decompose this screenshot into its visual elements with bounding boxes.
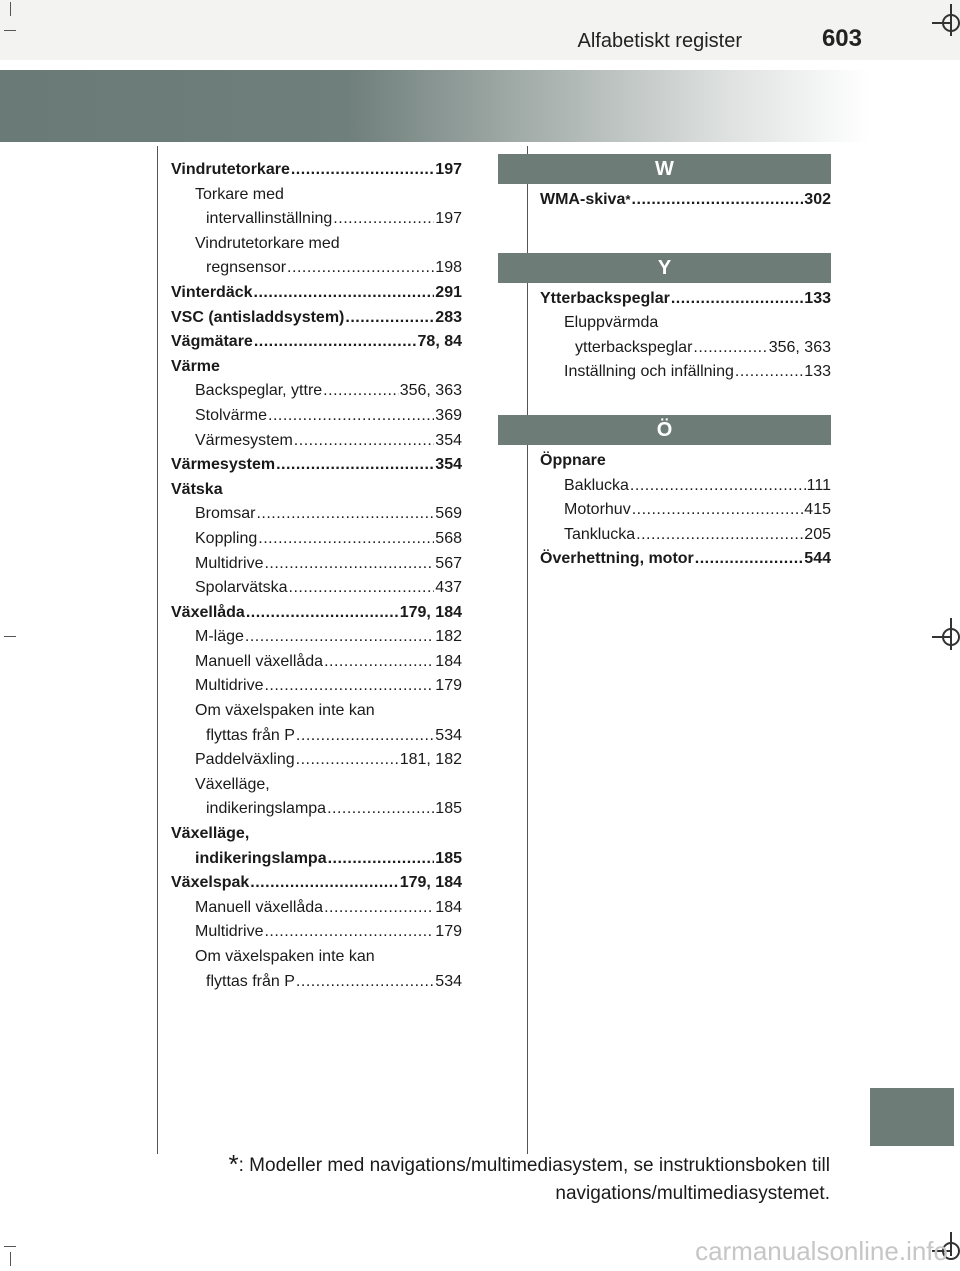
index-entry <box>171 748 462 773</box>
entry-page: 283 <box>435 308 462 326</box>
index-entry <box>540 498 831 523</box>
leader-dots <box>264 674 434 699</box>
entry-page: 197 <box>435 210 462 228</box>
leader-dots <box>328 847 435 872</box>
index-entry <box>171 674 462 699</box>
index-entry <box>171 453 462 478</box>
crop-mark <box>4 30 16 31</box>
entry-page: 415 <box>804 501 831 519</box>
entry-page: 184 <box>435 898 462 916</box>
entry-page: 354 <box>435 431 462 449</box>
page-title: Alfabetiskt register <box>577 30 742 52</box>
entry-page: 568 <box>435 529 462 547</box>
entry-page: 534 <box>435 972 462 990</box>
index-entry <box>171 896 462 921</box>
leader-dots <box>636 523 803 548</box>
entry-term: flyttas från P <box>206 972 295 990</box>
leader-dots <box>333 207 434 232</box>
leader-dots <box>289 576 435 601</box>
index-entry <box>171 847 462 872</box>
index-entry <box>171 207 462 232</box>
entry-term: Vindrutetorkare <box>171 161 290 178</box>
entry-page: 179 <box>435 923 462 941</box>
leader-dots <box>256 502 434 527</box>
entry-term: Växellåda <box>171 603 245 621</box>
leader-dots <box>632 188 804 213</box>
entry-term: Ytterbackspeglar <box>540 289 670 307</box>
entry-page: 179, 184 <box>399 874 462 892</box>
leader-dots <box>268 404 434 429</box>
index-entry <box>171 478 462 503</box>
index-entry <box>171 527 462 552</box>
leader-dots <box>254 281 435 306</box>
entry-term: regnsensor <box>206 259 287 277</box>
entry-page: 291 <box>435 283 462 301</box>
entry-term: Motorhuv <box>564 501 631 519</box>
leader-dots <box>276 453 434 478</box>
index-entry <box>171 871 462 896</box>
index-entry <box>171 625 462 650</box>
index-entry <box>540 360 831 385</box>
entry-page: 354 <box>435 456 462 474</box>
leader-dots <box>254 330 417 355</box>
index-entry <box>171 724 462 749</box>
leader-dots <box>296 970 434 995</box>
footnote-line-2: navigations/multimediasystemet. <box>555 1183 830 1204</box>
index-entry <box>171 502 462 527</box>
leader-dots <box>632 498 804 523</box>
entry-page: 182 <box>435 628 462 646</box>
index-entry <box>171 920 462 945</box>
entry-term: Baklucka <box>564 476 629 494</box>
entry-page: 356, 363 <box>399 382 462 400</box>
index-entry <box>171 552 462 577</box>
entry-term: Multidrive <box>195 677 264 695</box>
crop-mark <box>4 636 16 637</box>
entry-page: 185 <box>435 800 462 818</box>
index-entry <box>171 650 462 675</box>
section-header-1: W <box>498 154 831 184</box>
entry-term-line: Torkare med <box>195 185 284 203</box>
leader-dots <box>671 287 803 312</box>
watermark: carmanualsonline.info <box>695 1236 948 1266</box>
index-entry <box>171 281 462 306</box>
crop-mark <box>4 1246 16 1247</box>
leader-dots <box>296 724 434 749</box>
entry-page: 198 <box>435 259 462 277</box>
leader-dots <box>264 920 434 945</box>
leader-dots <box>324 896 434 921</box>
entry-page: 534 <box>435 726 462 744</box>
section-header-2: Y <box>498 253 831 283</box>
entry-term: Tanklucka <box>564 525 636 543</box>
header-banner <box>0 70 870 142</box>
entry-term-line: Växelläge, <box>171 825 250 843</box>
entry-term: Stolvärme <box>195 406 268 424</box>
index-entry <box>171 256 462 281</box>
index-entry <box>171 330 462 355</box>
entry-term: indikeringslampa <box>195 849 327 867</box>
leader-dots <box>294 429 435 454</box>
section-header-3: Ö <box>498 415 831 445</box>
chapter-tab <box>870 1088 954 1146</box>
leader-dots <box>327 797 434 822</box>
leader-dots <box>296 748 399 773</box>
entry-term-line: Om växelspaken inte kan <box>195 948 375 965</box>
index-entry <box>171 379 462 404</box>
entry-page: 179 <box>435 677 462 695</box>
leader-dots <box>264 552 434 577</box>
entry-page: 437 <box>435 579 462 597</box>
entry-term: Värmesystem <box>171 456 276 474</box>
entry-term: Manuell växellåda <box>195 652 324 670</box>
index-entry <box>540 336 831 361</box>
entry-term: Koppling <box>195 529 258 547</box>
entry-term: intervallinställning <box>206 210 333 228</box>
entry-page: 544 <box>804 550 831 568</box>
leader-dots <box>323 379 399 404</box>
entry-term-line: Om växelspaken inte kan <box>195 702 375 720</box>
section-entries <box>498 188 831 213</box>
entry-page: 356, 363 <box>768 338 831 356</box>
leader-dots <box>250 871 398 896</box>
index-entry <box>540 547 831 572</box>
crop-mark <box>10 1252 11 1266</box>
entry-page: 133 <box>804 289 831 307</box>
index-entry <box>171 576 462 601</box>
leader-dots <box>345 306 434 331</box>
leader-dots <box>287 256 434 281</box>
entry-term: Multidrive <box>195 923 264 941</box>
entry-term: Vätska <box>171 480 223 498</box>
entry-term: flyttas från P <box>206 726 295 744</box>
leader-dots <box>258 527 434 552</box>
entry-term: Bromsar <box>195 505 256 523</box>
leader-dots <box>324 650 434 675</box>
entry-page: 302 <box>804 191 831 208</box>
index-entry <box>540 188 831 213</box>
leader-dots <box>245 625 434 650</box>
entry-term: Värme <box>171 357 220 375</box>
crop-mark <box>10 2 11 16</box>
entry-page: 78, 84 <box>417 333 462 351</box>
index-entry <box>171 158 462 183</box>
entry-term: Vägmätare <box>171 333 253 351</box>
index-entry <box>171 306 462 331</box>
entry-term: Manuell växellåda <box>195 898 324 916</box>
entry-term: Växelspak <box>171 874 250 892</box>
entry-term-line: Växelläge, <box>195 775 270 793</box>
section-entries <box>498 449 831 572</box>
entry-page: 111 <box>806 476 831 494</box>
index-entry <box>540 287 831 312</box>
entry-page: 133 <box>804 363 831 381</box>
leader-dots <box>735 360 803 385</box>
entry-term: indikeringslampa <box>206 800 327 818</box>
entry-asterisk: * <box>625 192 631 207</box>
footnote <box>229 1150 831 1208</box>
footnote-asterisk: * <box>228 1149 239 1179</box>
index-entry <box>171 429 462 454</box>
leader-dots <box>695 547 804 572</box>
entry-term: Öppnare <box>540 451 606 469</box>
header-bar <box>0 0 960 60</box>
column-divider-left <box>157 146 158 1154</box>
entry-term: VSC (antisladdsystem) <box>171 308 345 326</box>
section-entries <box>498 287 831 385</box>
entry-term: Spolarvätska <box>195 579 288 597</box>
leader-dots <box>630 474 806 499</box>
footnote-line-1: : Modeller med navigations/multimediasystem, se instruktionsboken till <box>238 1155 830 1176</box>
entry-page: 369 <box>435 406 462 424</box>
entry-term-line: Eluppvärmda <box>564 314 659 332</box>
index-entry <box>171 797 462 822</box>
entry-page: 197 <box>435 161 462 178</box>
leader-dots <box>291 158 434 183</box>
leader-dots <box>693 336 767 361</box>
entry-term: Vinterdäck <box>171 283 253 301</box>
index-entry <box>540 474 831 499</box>
entry-term: Multidrive <box>195 554 264 572</box>
entry-term: Backspeglar, yttre <box>195 382 323 400</box>
leader-dots <box>246 601 399 626</box>
entry-page: 181, 182 <box>399 751 462 769</box>
index-entry <box>171 601 462 626</box>
entry-page: 205 <box>804 525 831 543</box>
entry-page: 185 <box>435 849 462 867</box>
entry-term: Inställning och infällning <box>564 363 734 381</box>
entry-term: ytterbackspeglar <box>575 338 693 356</box>
entry-page: 184 <box>435 652 462 670</box>
index-entry <box>171 355 462 380</box>
entry-term: WMA-skiva <box>540 191 626 208</box>
entry-page: 179, 184 <box>399 603 462 621</box>
index-entry <box>540 449 831 474</box>
entry-page: 569 <box>435 505 462 523</box>
entry-term: Värmesystem <box>195 431 293 449</box>
entry-term: Paddelväxling <box>195 751 295 769</box>
index-column-right <box>498 154 831 602</box>
index-entry <box>540 523 831 548</box>
entry-term: M-läge <box>195 628 244 646</box>
page-number: 603 <box>821 25 862 52</box>
index-entry <box>171 970 462 995</box>
entry-term-line: Vindrutetorkare med <box>195 234 340 252</box>
entry-page: 567 <box>435 554 462 572</box>
index-column-left <box>171 158 462 994</box>
entry-term: Överhettning, motor <box>540 550 694 568</box>
index-entry <box>171 404 462 429</box>
